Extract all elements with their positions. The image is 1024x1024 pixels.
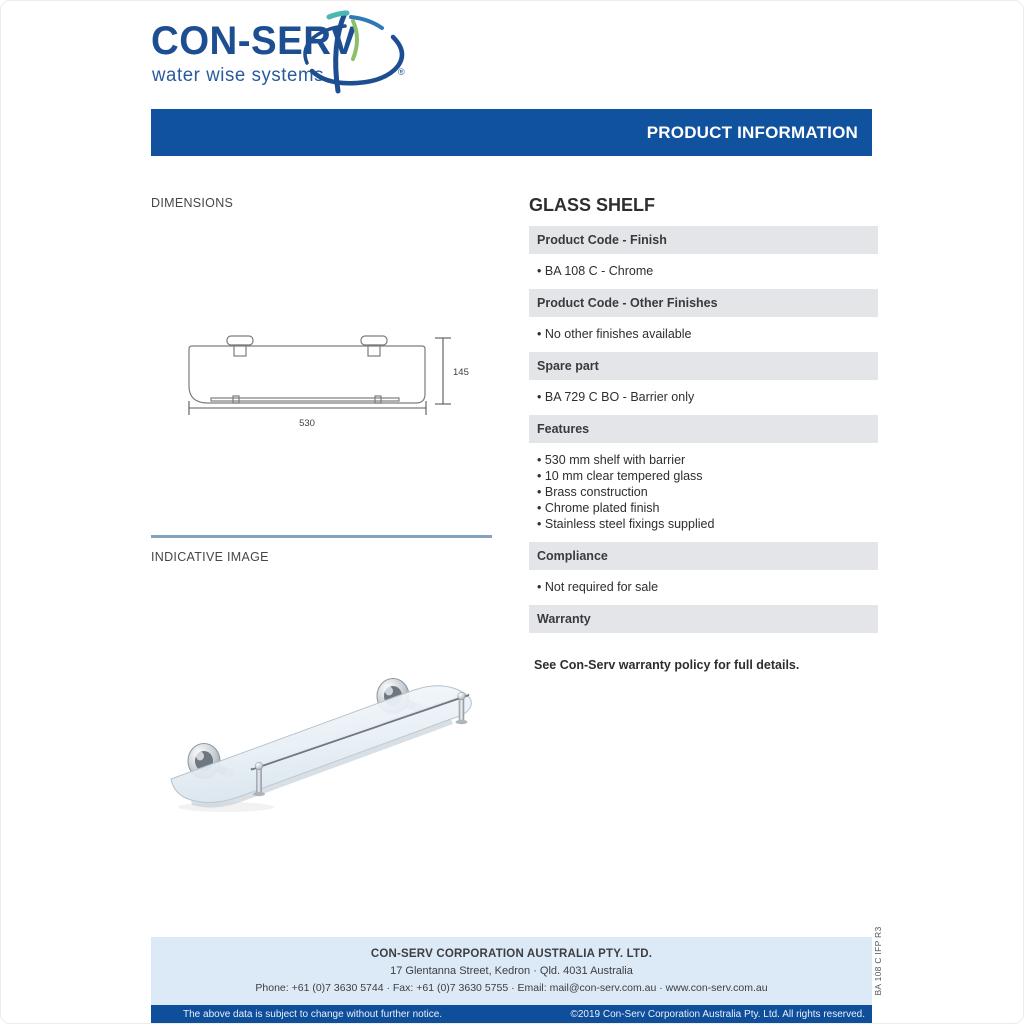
- drawing-height-value: 145: [453, 367, 469, 378]
- product-details-panel: [529, 194, 878, 674]
- drawing-height-dimension: [435, 338, 451, 404]
- drawing-barrier-rail: [211, 396, 399, 403]
- drawing-shelf-outline: [189, 346, 425, 403]
- list-item: • Stainless steel fixings supplied: [537, 516, 878, 532]
- page-title: PRODUCT INFORMATION: [646, 122, 858, 142]
- section-items-spare-part: [529, 389, 878, 405]
- section-divider-line: [151, 535, 492, 538]
- list-item: • Chrome plated finish: [537, 500, 878, 516]
- list-item: • Not required for sale: [537, 579, 878, 595]
- list-item: • BA 108 C - Chrome: [537, 263, 878, 279]
- list-item: • Brass construction: [537, 484, 878, 500]
- list-item: • BA 729 C BO - Barrier only: [537, 389, 878, 405]
- section-items-other-finishes: [529, 326, 878, 342]
- section-heading-features: Features: [529, 415, 878, 443]
- page-title-bar: [151, 109, 872, 156]
- footer-disclaimer: The above data is subject to change without further notice.: [183, 1009, 443, 1020]
- section-heading-warranty: Warranty: [529, 605, 878, 633]
- warranty-note: See Con-Serv warranty policy for full details.: [534, 658, 800, 672]
- indicative-image-label: INDICATIVE IMAGE: [151, 550, 269, 564]
- footer-contact-block: [151, 937, 872, 1005]
- footer-company-name: CON-SERV CORPORATION AUSTRALIA PTY. LTD.: [370, 948, 653, 960]
- section-heading-spare-part: Spare part: [529, 352, 878, 380]
- section-items-features: [529, 452, 878, 532]
- con-serv-logo: [151, 9, 431, 99]
- water-swirl-icon: [281, 9, 411, 97]
- product-title: GLASS SHELF: [529, 195, 656, 215]
- section-heading-compliance: Compliance: [529, 542, 878, 570]
- logo-tagline-text: water wise systems: [152, 65, 325, 86]
- footer-legal-bar: [151, 1005, 872, 1024]
- footer-address: 17 Glentanna Street, Kedron · Qld. 4031 Australia: [390, 965, 633, 977]
- dimension-drawing: [181, 323, 476, 435]
- section-items-compliance: [529, 579, 878, 595]
- product-photo: [156, 649, 486, 819]
- list-item: • 10 mm clear tempered glass: [537, 468, 878, 484]
- footer-copyright: ©2019 Con-Serv Corporation Australia Pty. Ltd. All rights reserved.: [570, 1009, 865, 1020]
- footer-contact-line: Phone: +61 (0)7 3630 5744 · Fax: +61 (0)7 3630 5755 · Email: mail@con-serv.com.au · www.con-serv.com.au: [255, 982, 768, 994]
- registered-trademark-symbol: ®: [398, 67, 405, 77]
- section-items-product-code-finish: [529, 263, 878, 279]
- section-heading-product-code-finish: Product Code - Finish: [529, 226, 878, 254]
- list-item: • 530 mm shelf with barrier: [537, 452, 878, 468]
- document-code-vertical: BA 108 C IFP R3: [873, 926, 883, 996]
- dimensions-label: DIMENSIONS: [151, 196, 234, 210]
- logo-brand-text: CON-SERV: [151, 19, 357, 63]
- drawing-width-value: 530: [299, 418, 315, 429]
- list-item: • No other finishes available: [537, 326, 878, 342]
- section-heading-other-finishes: Product Code - Other Finishes: [529, 289, 878, 317]
